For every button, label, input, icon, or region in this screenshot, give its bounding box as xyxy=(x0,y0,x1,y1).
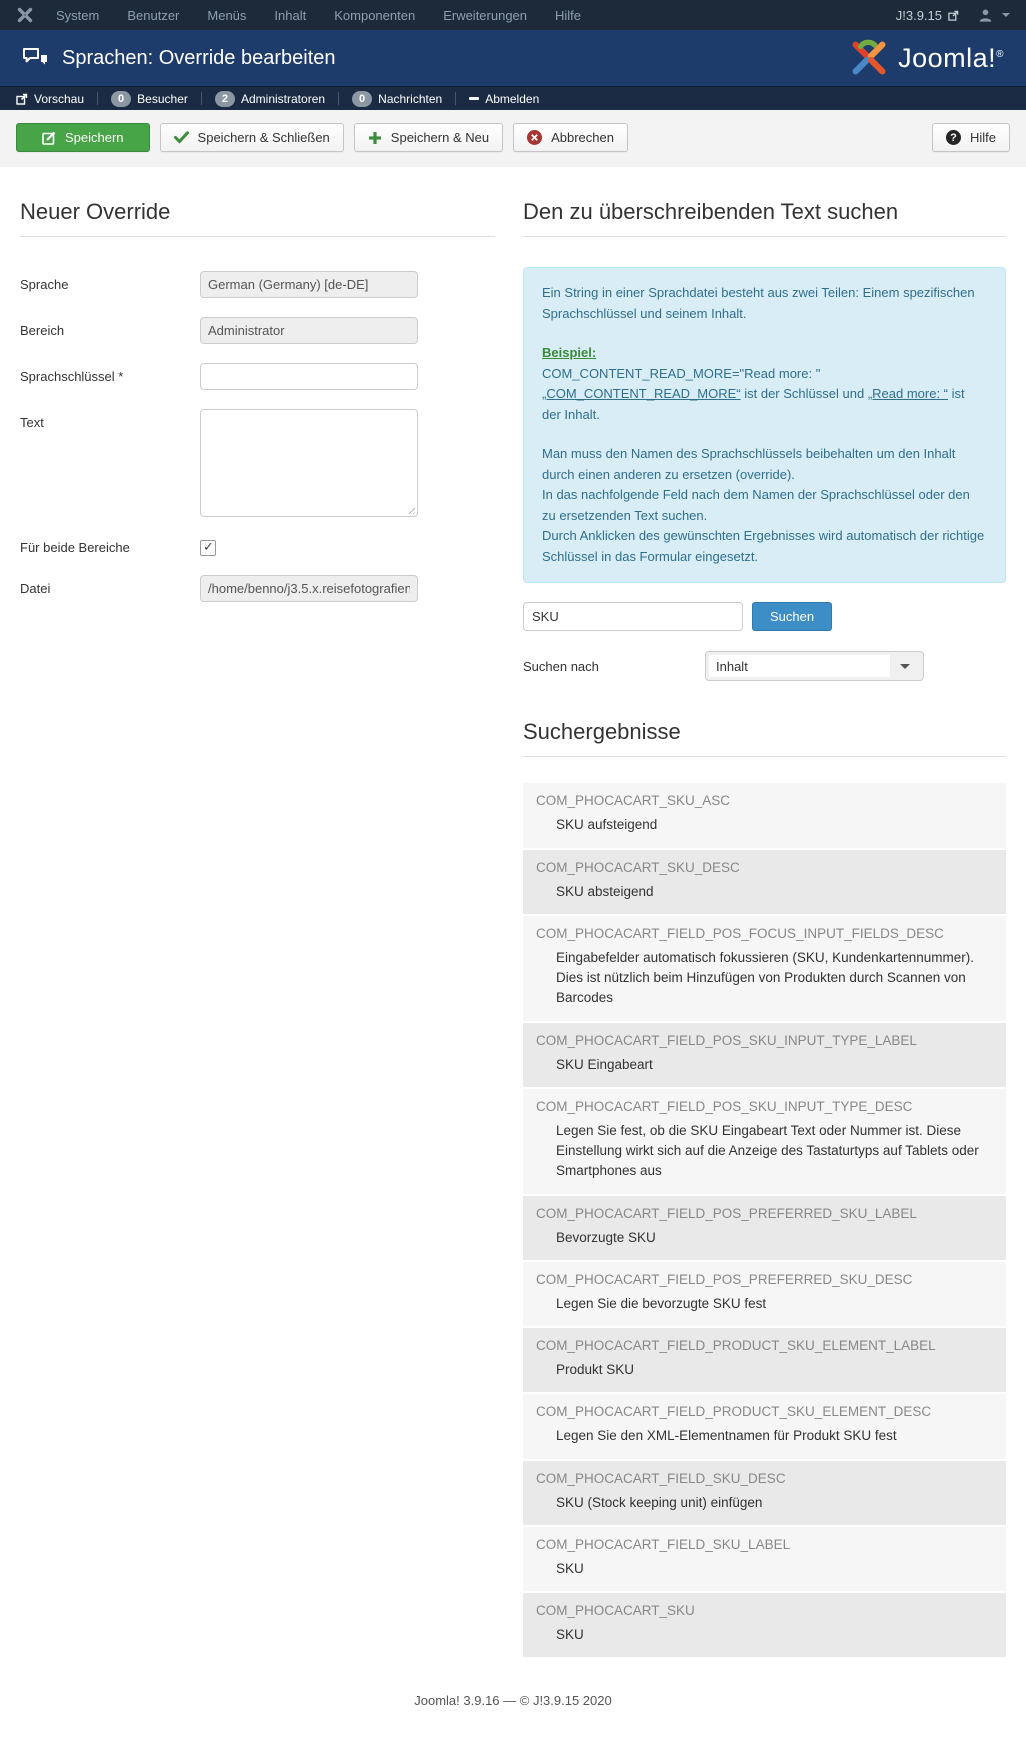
page-header xyxy=(0,30,1026,86)
divider xyxy=(201,92,202,105)
site-version-link[interactable] xyxy=(896,8,959,23)
result-key: COM_PHOCACART_FIELD_SKU_LABEL xyxy=(536,1536,791,1552)
result-key: COM_PHOCACART_FIELD_POS_SKU_INPUT_TYPE_LABEL xyxy=(536,1032,917,1048)
info-paragraph-2 xyxy=(542,444,987,567)
comments-icon xyxy=(22,47,49,69)
status-label: Nachrichten xyxy=(378,91,443,106)
result-value: Legen Sie fest, ob die SKU Eingabeart Text oder Nummer ist. Diese Einstellung wirkt sich auf die Anzeige des Tastaturtyps auf Tablets oder Smartphones aus xyxy=(556,1122,979,1179)
cancel-button[interactable] xyxy=(513,123,628,152)
sprachschluessel-field[interactable] xyxy=(200,363,418,390)
check-icon xyxy=(174,131,189,144)
help-button[interactable] xyxy=(932,123,1010,152)
result-item[interactable] xyxy=(523,1196,1006,1260)
toolbar xyxy=(0,110,1026,167)
info-paragraph-1: Ein String in einer Sprachdatei besteht aus zwei Teilen: Einem spezifischen Sprachschlüssel und seinem Inhalt. xyxy=(542,285,975,321)
result-value: Produkt SKU xyxy=(556,1362,635,1378)
result-item[interactable] xyxy=(523,1262,1006,1326)
status-bar xyxy=(0,86,1026,110)
chevron-down-icon xyxy=(1002,13,1010,17)
datei-field xyxy=(200,575,418,602)
info-line: In das nachfolgende Feld nach dem Namen der Sprachschlüssel oder den zu ersetzenden Text suchen. xyxy=(542,487,970,523)
count-badge: 2 xyxy=(215,91,235,107)
result-value: SKU xyxy=(556,1560,584,1576)
datei-label: Datei xyxy=(20,581,51,596)
form-heading: Neuer Override xyxy=(20,199,495,237)
menu-item-inhalt[interactable]: Inhalt xyxy=(274,7,307,23)
preview-label: Vorschau xyxy=(34,91,85,106)
save-new-button[interactable] xyxy=(354,123,503,152)
version-label: J!3.9.15 xyxy=(895,7,942,23)
admin-menu-bar xyxy=(0,0,1026,30)
joomla-brand xyxy=(849,38,1004,78)
result-item[interactable] xyxy=(523,850,1006,914)
override-form-panel xyxy=(20,173,495,1659)
logout-label: Abmelden xyxy=(485,91,540,106)
example-code: COM_CONTENT_READ_MORE="Read more: " xyxy=(542,365,821,381)
logout-link[interactable] xyxy=(469,92,539,106)
admin-top-menu xyxy=(56,8,581,23)
result-item[interactable] xyxy=(523,1089,1006,1194)
result-value: SKU (Stock keeping unit) einfügen xyxy=(556,1494,763,1510)
menu-item-hilfe[interactable]: Hilfe xyxy=(555,7,582,23)
count-badge: 0 xyxy=(111,91,131,107)
status-item-nachrichten[interactable] xyxy=(352,91,442,107)
divider xyxy=(455,92,456,105)
user-menu[interactable] xyxy=(978,8,1010,23)
result-item[interactable] xyxy=(523,1328,1006,1392)
select-caret-icon xyxy=(890,664,920,669)
joomla-logo-icon xyxy=(849,38,889,78)
external-link-icon xyxy=(16,93,28,105)
bereich-label: Bereich xyxy=(20,323,65,338)
menu-item-komponenten[interactable]: Komponenten xyxy=(334,7,416,23)
brand-text: Joomla!® xyxy=(898,42,1004,73)
plus-icon xyxy=(368,131,382,145)
search-button[interactable]: Suchen xyxy=(752,602,832,631)
cancel-icon xyxy=(527,130,542,145)
result-value: Legen Sie den XML-Elementnamen für Produkt SKU fest xyxy=(556,1428,897,1444)
sprachschluessel-label: Sprachschlüssel * xyxy=(20,369,124,384)
joomla-glyph-icon[interactable] xyxy=(16,6,34,24)
edit-icon xyxy=(42,131,56,145)
suchen-nach-select[interactable] xyxy=(705,651,924,681)
registered-mark: ® xyxy=(996,48,1004,60)
menu-item-menüs[interactable]: Menüs xyxy=(207,7,247,23)
search-input[interactable] xyxy=(523,602,743,631)
text-label: Text xyxy=(20,415,44,430)
resize-grip[interactable] xyxy=(406,505,415,514)
sprache-label: Sprache xyxy=(20,277,69,292)
result-value: SKU aufsteigend xyxy=(556,817,658,833)
result-key: COM_PHOCACART_FIELD_POS_FOCUS_INPUT_FIELDS_DESC xyxy=(536,925,944,941)
help-label: Hilfe xyxy=(969,130,996,145)
search-heading: Den zu überschreibenden Text suchen xyxy=(523,199,1006,237)
result-item[interactable] xyxy=(523,1527,1006,1591)
result-key: COM_PHOCACART_SKU_DESC xyxy=(536,859,740,875)
results-list xyxy=(523,783,1006,1657)
result-item[interactable] xyxy=(523,1023,1006,1087)
result-key: COM_PHOCACART_SKU_ASC xyxy=(536,793,731,809)
result-key: COM_PHOCACART_FIELD_POS_SKU_INPUT_TYPE_DESC xyxy=(536,1098,913,1114)
divider xyxy=(97,92,98,105)
cancel-label: Abbrechen xyxy=(551,130,614,145)
result-key: COM_PHOCACART_FIELD_POS_PREFERRED_SKU_DESC xyxy=(536,1271,913,1287)
user-icon xyxy=(978,8,993,23)
divider xyxy=(338,92,339,105)
save-close-label: Speichern & Schließen xyxy=(197,130,330,145)
save-label: Speichern xyxy=(65,130,124,145)
select-value: Inhalt xyxy=(709,655,890,677)
status-label: Administratoren xyxy=(241,91,326,106)
sprache-field xyxy=(200,271,418,298)
status-label: Besucher xyxy=(137,91,188,106)
result-value: SKU Eingabeart xyxy=(556,1056,653,1072)
minus-icon xyxy=(469,97,479,100)
result-key: COM_PHOCACART_FIELD_SKU_DESC xyxy=(536,1470,786,1486)
info-line: Durch Anklicken des gewünschten Ergebnisses wird automatisch der richtige Schlüssel in das Formular eingesetzt. xyxy=(542,528,985,564)
save-close-button[interactable] xyxy=(160,123,344,152)
result-value: SKU xyxy=(556,1627,584,1643)
text-field[interactable] xyxy=(200,409,418,517)
footer-text: Joomla! 3.9.16 — © J!3.9.15 2020 xyxy=(414,1693,612,1709)
count-badge: 0 xyxy=(352,91,372,107)
result-value: Eingabefelder automatisch fokussieren (SKU, Kundenkartennummer). Dies ist nützlich beim Hinzufügen von Produkten durch Scannen von Barcodes xyxy=(556,949,974,1006)
preview-link[interactable] xyxy=(16,92,84,106)
results-heading: Suchergebnisse xyxy=(523,719,1006,757)
result-key: COM_PHOCACART_SKU xyxy=(536,1603,695,1619)
result-key: COM_PHOCACART_FIELD_PRODUCT_SKU_ELEMENT_DESC xyxy=(536,1404,932,1420)
beide-bereiche-checkbox[interactable] xyxy=(200,540,216,556)
example-value-link[interactable]: „Read more: “ xyxy=(867,386,949,402)
result-key: COM_PHOCACART_FIELD_POS_PREFERRED_SKU_LABEL xyxy=(536,1205,917,1221)
save-new-label: Speichern & Neu xyxy=(390,130,490,145)
example-key-link[interactable]: „COM_CONTENT_READ_MORE“ xyxy=(542,386,741,402)
result-item[interactable] xyxy=(523,1461,1006,1525)
beide-bereiche-label: Für beide Bereiche xyxy=(20,540,130,555)
page-title: Sprachen: Override bearbeiten xyxy=(62,46,336,69)
save-button[interactable] xyxy=(16,123,150,152)
result-key: COM_PHOCACART_FIELD_PRODUCT_SKU_ELEMENT_LABEL xyxy=(536,1338,936,1354)
info-line: Man muss den Namen des Sprachschlüssels beibehalten um den Inhalt durch einen anderen zu ersetzen (override). xyxy=(542,446,956,482)
result-item[interactable] xyxy=(523,916,1006,1021)
external-link-icon xyxy=(948,10,959,21)
suchen-nach-label: Suchen nach xyxy=(523,658,599,674)
result-item[interactable] xyxy=(523,1394,1006,1458)
search-panel xyxy=(523,173,1006,1659)
result-value: Bevorzugte SKU xyxy=(556,1229,656,1245)
checkmark-icon: ✓ xyxy=(203,539,214,554)
status-item-administratoren[interactable] xyxy=(215,91,325,107)
example-sentence: „COM_CONTENT_READ_MORE“ ist der Schlüssel und „Read more: “ ist der Inhalt. xyxy=(542,386,965,422)
beispiel-link[interactable]: Beispiel: xyxy=(542,345,597,361)
result-item[interactable] xyxy=(523,1593,1006,1657)
menu-item-system[interactable]: System xyxy=(56,7,100,23)
bereich-field xyxy=(200,317,418,344)
menu-item-benutzer[interactable]: Benutzer xyxy=(127,7,180,23)
result-value: SKU absteigend xyxy=(556,883,654,899)
result-item[interactable] xyxy=(523,783,1006,847)
help-icon: ? xyxy=(946,130,961,145)
menu-item-erweiterungen[interactable]: Erweiterungen xyxy=(443,7,528,23)
status-item-besucher[interactable] xyxy=(111,91,188,107)
result-value: Legen Sie die bevorzugte SKU fest xyxy=(556,1295,767,1311)
info-alert xyxy=(523,267,1006,583)
